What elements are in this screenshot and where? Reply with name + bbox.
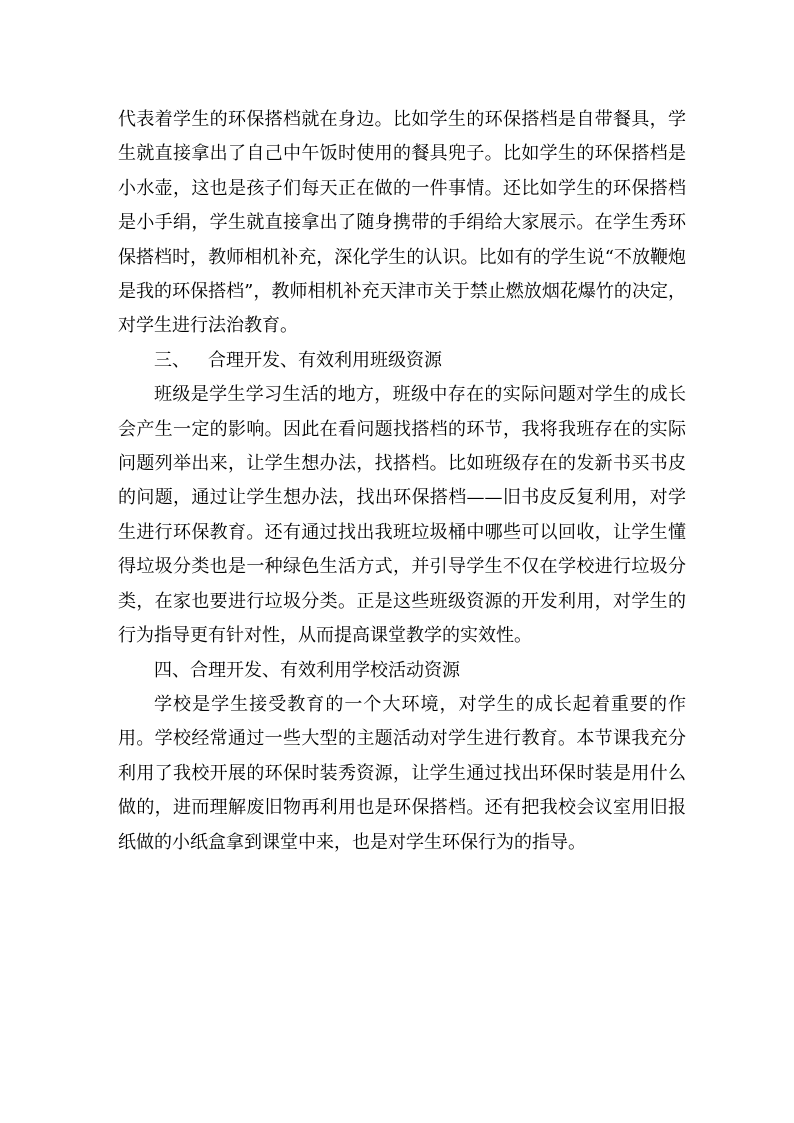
section-title: 合理开发、有效利用学校活动资源 [190,659,460,681]
section-heading-4 [118,654,686,688]
paragraph-continued: 代表着学生的环保搭档就在身边。比如学生的环保搭档是自带餐具，学生就直接拿出了自己中午饭时使用的餐具兜子。比如学生的环保搭档是小水壶，这也是孩子们每天正在做的一件事情。还比如学生的环保搭档是小手绢，学生就直接拿出了随身携带的手绢给大家展示。在学生秀环保搭档时，教师相机补充，深化学生的认识。比如有的学生说“不放鞭炮是我的环保搭档”，教师相机补充天津市关于禁止燃放烟花爆竹的决定，对学生进行法治教育。 [118,109,686,337]
section-heading-3 [118,344,686,378]
section-title: 合理开发、有效利用班级资源 [208,349,442,371]
section-number: 三、 [154,349,190,371]
section-number: 四、 [154,659,190,681]
paragraph-school-resources: 学校是学生接受教育的一个大环境，对学生的成长起着重要的作用。学校经常通过一些大型的主题活动对学生进行教育。本节课我充分利用了我校开展的环保时装秀资源，让学生通过找出环保时装是用什么做的，进而理解废旧物再利用也是环保搭档。还有把我校会议室用旧报纸做的小纸盒拿到课堂中来，也是对学生环保行为的指导。 [118,693,686,853]
document-body [118,103,686,860]
paragraph-class-resources: 班级是学生学习生活的地方，班级中存在的实际问题对学生的成长会产生一定的影响。因此在看问题找搭档的环节，我将我班存在的实际问题列举出来，让学生想办法，找搭档。比如班级存在的发新书买书皮的问题，通过让学生想办法，找出环保搭档——旧书皮反复利用，对学生进行环保教育。还有通过找出我班垃圾桶中哪些可以回收，让学生懂得垃圾分类也是一种绿色生活方式，并引导学生不仅在学校进行垃圾分类，在家也要进行垃圾分类。正是这些班级资源的开发利用，对学生的行为指导更有针对性，从而提高课堂教学的实效性。 [118,384,686,647]
